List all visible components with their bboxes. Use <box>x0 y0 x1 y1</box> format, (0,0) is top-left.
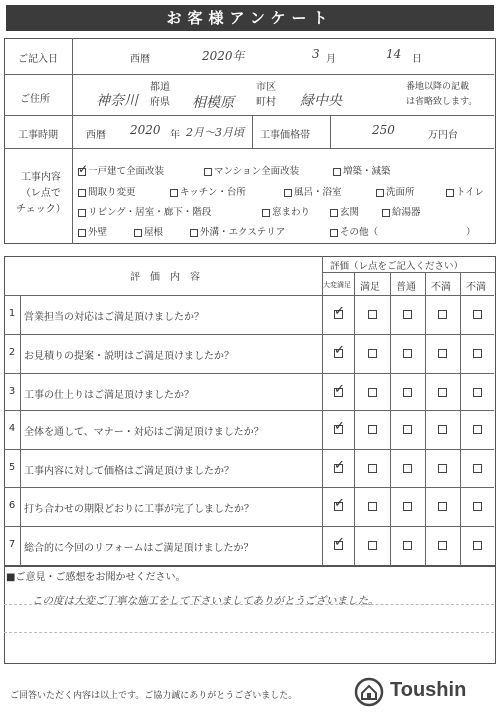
entry-date-day: 14 <box>386 47 402 61</box>
price-value: 250 <box>372 123 395 137</box>
toushin-logo <box>354 677 494 707</box>
checkbox-roof[interactable] <box>134 229 142 237</box>
address-note: 番地以降の記載 は省略致します。 <box>406 82 478 107</box>
rating-checkbox[interactable] <box>334 349 343 358</box>
question-text: 打ち合わせの期限どおりに工事が完了しましたか？ <box>24 503 254 515</box>
rating-checkbox[interactable] <box>334 310 343 319</box>
rating-checkbox[interactable] <box>438 310 447 319</box>
question-number: 7 <box>8 538 16 550</box>
brand-name: Toushin <box>390 679 467 701</box>
address-city-unit: 市区 町村 <box>256 82 276 108</box>
checkbox-entrance[interactable] <box>330 209 338 217</box>
rating-checkbox[interactable] <box>403 310 412 319</box>
rating-checkbox[interactable] <box>438 349 447 358</box>
work-option-12: 外壁 <box>78 224 107 238</box>
work-option-10: 玄関 <box>330 204 359 218</box>
work-option-0: ✓一戸建て全面改装 <box>78 163 164 177</box>
rating-checkbox[interactable] <box>403 541 412 550</box>
rating-checkbox[interactable] <box>368 464 377 473</box>
work-option-9: 窓まわり <box>262 204 310 218</box>
work-option-1: マンション全面改装 <box>204 163 299 177</box>
rating-checkbox[interactable] <box>473 310 482 319</box>
work-option-8: リビング・居室・廊下・階段 <box>78 204 211 218</box>
checkbox-exterior-wall[interactable] <box>78 229 86 237</box>
checkbox-layout-change[interactable] <box>78 189 86 197</box>
entry-date-era: 西暦 <box>130 54 150 65</box>
checkbox-living[interactable] <box>78 209 86 217</box>
question-text: お見積りの提案・説明はご満足頂けましたか？ <box>24 350 234 362</box>
checkbox-windows[interactable] <box>262 209 270 217</box>
question-number: 4 <box>8 422 16 434</box>
work-option-11: 給湯器 <box>382 204 421 218</box>
rating-col-3: 不満 <box>431 282 451 293</box>
rating-checkbox[interactable] <box>473 388 482 397</box>
work-label: 工事内容 （レ点で チェック） <box>16 172 66 215</box>
question-number: 3 <box>8 385 16 397</box>
entry-date-label: ご記入日 <box>18 54 58 65</box>
address-prefecture-unit: 都道 府県 <box>150 82 170 108</box>
work-option-5: 風呂・浴室 <box>284 184 342 198</box>
rating-checkbox[interactable] <box>403 349 412 358</box>
rating-checkbox[interactable] <box>368 425 377 434</box>
rating-checkbox[interactable] <box>334 541 343 550</box>
comments-text: この度は大変ご丁寧な施工をして下さいましてありがとうございました。 <box>32 595 379 607</box>
work-option-15: その他（ <box>330 224 378 238</box>
entry-date-month: 3 <box>312 47 320 61</box>
rating-checkbox[interactable] <box>368 388 377 397</box>
work-option-2: 増築・減築 <box>333 163 391 177</box>
checkbox-detached-renovation[interactable] <box>78 168 86 176</box>
address-town: 緑中央 <box>300 93 342 109</box>
work-option-4: キッチン・台所 <box>170 184 246 198</box>
period-months: 2月〜3月頃 <box>186 126 244 139</box>
question-text: 営業担当の対応はご満足頂けましたか？ <box>24 311 204 323</box>
rating-checkbox[interactable] <box>473 502 482 511</box>
checkbox-extension[interactable] <box>333 168 341 176</box>
rating-checkbox[interactable] <box>334 425 343 434</box>
address-label: ご住所 <box>20 94 50 105</box>
question-number: 2 <box>8 346 16 358</box>
entry-date-month-unit: 月 <box>326 54 336 65</box>
checkbox-bathroom[interactable] <box>284 189 292 197</box>
work-other-close: ） <box>466 227 476 238</box>
checkbox-kitchen[interactable] <box>170 189 178 197</box>
price-label: 工事価格帯 <box>260 130 310 141</box>
rating-checkbox[interactable] <box>334 502 343 511</box>
price-unit: 万円台 <box>428 130 458 141</box>
rating-col-1: 満足 <box>360 282 380 293</box>
period-label: 工事時期 <box>18 130 58 141</box>
rating-checkbox[interactable] <box>473 349 482 358</box>
rating-checkbox[interactable] <box>438 541 447 550</box>
rating-checkbox[interactable] <box>438 425 447 434</box>
rating-checkbox[interactable] <box>403 388 412 397</box>
rating-checkbox[interactable] <box>368 349 377 358</box>
comments-box[interactable] <box>4 566 496 664</box>
rating-checkbox[interactable] <box>368 502 377 511</box>
survey-table <box>4 256 496 566</box>
period-year-unit: 年 <box>170 130 180 141</box>
question-number: 6 <box>8 499 16 511</box>
survey-title: お客様アンケート <box>6 5 494 31</box>
checkbox-water-heater[interactable] <box>382 209 390 217</box>
rating-col-4: 不満 <box>466 282 486 293</box>
footer-text: ご回答いただく内容は以上です。ご協力誠にありがとうございました。 <box>10 691 298 701</box>
period-era: 西暦 <box>86 130 106 141</box>
rating-checkbox[interactable] <box>368 310 377 319</box>
question-text: 工事の仕上りはご満足頂けましたか？ <box>24 389 194 401</box>
work-option-7: トイレ <box>446 184 484 198</box>
question-text: 総合的に今回のリフォームはご満足頂けましたか？ <box>24 542 254 554</box>
rating-checkbox[interactable] <box>438 388 447 397</box>
entry-date-year: 2020年 <box>202 49 245 63</box>
rating-checkbox[interactable] <box>473 541 482 550</box>
rating-checkbox[interactable] <box>334 388 343 397</box>
rating-col-0: 大変満足 <box>323 281 351 289</box>
survey-header-right: 評価（レ点をご記入ください） <box>330 261 464 272</box>
checkbox-exterior[interactable] <box>190 229 198 237</box>
checkbox-mansion-renovation[interactable] <box>204 168 212 176</box>
work-option-6: 洗面所 <box>376 184 415 198</box>
comments-label: ■ご意見・ご感想をお聞かせください。 <box>6 572 186 583</box>
work-option-14: 外溝・エクステリア <box>190 224 285 238</box>
question-text: 工事内容に対して価格はご満足頂けましたか？ <box>24 465 234 477</box>
checkbox-toilet[interactable] <box>446 189 454 197</box>
house-icon <box>354 677 384 707</box>
work-option-13: 屋根 <box>134 224 163 238</box>
rating-checkbox[interactable] <box>438 464 447 473</box>
period-year: 2020 <box>130 123 161 137</box>
entry-date-day-unit: 日 <box>412 54 422 65</box>
rating-checkbox[interactable] <box>473 464 482 473</box>
address-city: 相模原 <box>192 95 234 111</box>
question-number: 5 <box>8 461 16 473</box>
rating-checkbox[interactable] <box>368 541 377 550</box>
rating-checkbox[interactable] <box>403 425 412 434</box>
rating-checkbox[interactable] <box>438 502 447 511</box>
rating-checkbox[interactable] <box>334 464 343 473</box>
checkbox-washroom[interactable] <box>376 189 384 197</box>
rating-checkbox[interactable] <box>473 425 482 434</box>
checkbox-other[interactable] <box>330 229 338 237</box>
work-option-3: 間取り変更 <box>78 184 136 198</box>
survey-header-left: 評 価 内 容 <box>130 272 200 283</box>
rating-checkbox[interactable] <box>403 464 412 473</box>
rating-checkbox[interactable] <box>403 502 412 511</box>
question-number: 1 <box>8 307 16 319</box>
rating-col-2: 普通 <box>396 282 416 293</box>
question-text: 全体を通して、マナー・対応はご満足頂けましたか？ <box>24 426 264 438</box>
address-prefecture: 神奈川 <box>96 93 138 109</box>
